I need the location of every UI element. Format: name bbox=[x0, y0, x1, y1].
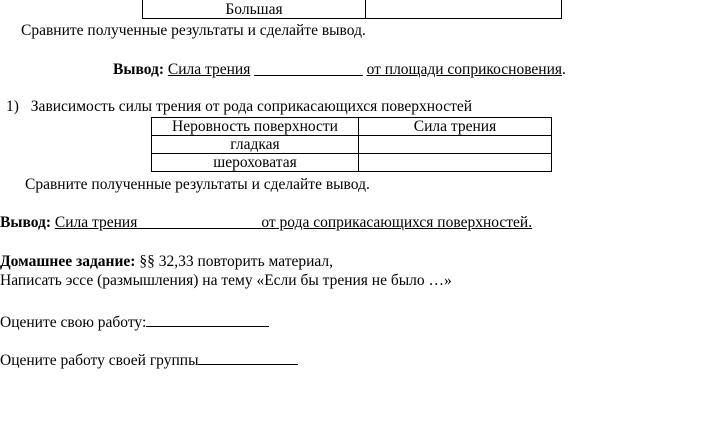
homework-label: Домашнее задание: bbox=[0, 253, 136, 270]
conclusion-blank[interactable]: ______________ bbox=[254, 61, 363, 78]
self-evaluation bbox=[0, 311, 269, 332]
header-force: Сила трения bbox=[359, 118, 552, 136]
instruction-compare-1: Сравните полученные результаты и сделайте вывод. bbox=[21, 22, 366, 39]
section-number: 1) bbox=[6, 98, 19, 115]
top-table bbox=[142, 0, 562, 19]
conclusion-1 bbox=[113, 61, 566, 79]
table-row bbox=[152, 136, 552, 154]
section-title: Зависимость силы трения от рода соприкасающихся поверхностей bbox=[30, 98, 473, 115]
conclusion-blank[interactable]: ________________ bbox=[137, 214, 262, 231]
self-eval-field[interactable] bbox=[146, 311, 269, 327]
homework-text: §§ 32,33 повторить материал, bbox=[135, 253, 334, 270]
instruction-compare-2: Сравните полученные результаты и сделайте вывод. bbox=[25, 176, 370, 193]
cell-surface: шероховатая bbox=[152, 154, 359, 172]
friction-table bbox=[151, 117, 552, 172]
table-cell-size: Большая bbox=[143, 0, 366, 19]
section-heading bbox=[6, 98, 472, 116]
conclusion-label: Вывод: bbox=[113, 61, 165, 78]
conclusion-lead: Сила трения bbox=[54, 214, 138, 231]
conclusion-2 bbox=[0, 214, 532, 232]
conclusion-tail: от площади соприкосновения bbox=[366, 61, 563, 78]
conclusion-tail: от рода соприкасающихся поверхностей. bbox=[261, 214, 533, 231]
conclusion-period: . bbox=[562, 61, 566, 78]
group-eval-field[interactable] bbox=[198, 349, 298, 365]
table-cell-value[interactable] bbox=[366, 0, 562, 19]
table-row bbox=[143, 0, 562, 19]
homework-line bbox=[0, 253, 333, 271]
header-surface: Неровность поверхности bbox=[152, 118, 359, 136]
table-row bbox=[152, 154, 552, 172]
cell-force[interactable] bbox=[359, 136, 552, 154]
conclusion-label: Вывод: bbox=[0, 214, 52, 231]
cell-force[interactable] bbox=[359, 154, 552, 172]
group-eval-label: Оцените работу своей группы bbox=[0, 352, 199, 369]
conclusion-lead: Сила трения bbox=[167, 61, 251, 78]
self-eval-label: Оцените свою работу: bbox=[0, 314, 147, 331]
homework-essay: Написать эссе (размышления) на тему «Если бы трения не было …» bbox=[0, 272, 452, 289]
table-header-row bbox=[152, 118, 552, 136]
group-evaluation bbox=[0, 349, 298, 370]
cell-surface: гладкая bbox=[152, 136, 359, 154]
